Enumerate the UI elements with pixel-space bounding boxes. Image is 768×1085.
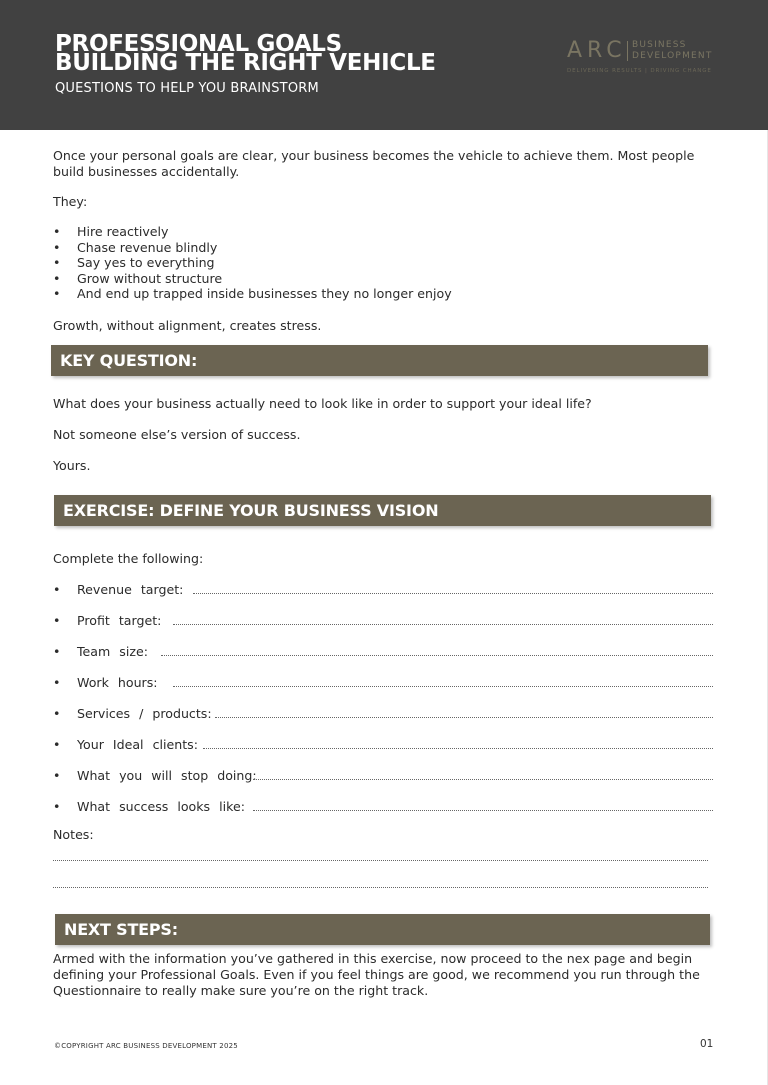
list-item-text: Say yes to everything (77, 255, 215, 271)
field-label: Revenue target: (77, 582, 186, 598)
list-item-text: Grow without structure (77, 270, 223, 286)
field-label: Work hours: (77, 675, 161, 691)
field-label: Profit target: (77, 613, 164, 629)
intro-paragraph: Once your personal goals are clear, your business becomes the vehicle to achieve them. Most people build businesses accidentally. (53, 148, 695, 179)
fill-in-line[interactable] (253, 779, 713, 780)
next-steps-heading-text: NEXT STEPS: (64, 920, 178, 939)
ideal-clients-field[interactable] (53, 737, 713, 757)
bullet-icon: • (53, 224, 61, 239)
copyright-footer: ©COPYRIGHT ARC BUSINESS DEVELOPMENT 2025 (54, 1042, 238, 1050)
bullet-icon: • (53, 613, 61, 628)
services-products-field[interactable] (53, 706, 713, 726)
bullet-icon: • (53, 675, 61, 690)
bullet-icon: • (53, 737, 61, 752)
page-title-line2: BUILDING THE RIGHT VEHICLE (55, 50, 436, 76)
fill-in-line[interactable] (173, 624, 713, 625)
bullet-icon: • (53, 286, 61, 302)
key-question-line2: Not someone else’s version of success. (53, 427, 301, 442)
page-subtitle: QUESTIONS TO HELP YOU BRAINSTORM (55, 81, 319, 96)
fill-in-line[interactable] (253, 810, 713, 811)
list-item-text: And end up trapped inside businesses they no longer enjoy (77, 286, 452, 302)
next-steps-text: Armed with the information you’ve gathered in this exercise, now proceed to the nex page and begin defining your Professional Goals. Even if you feel things are good, we recommend you run through the Questionnaire to really make sure you’re on the right track. (53, 951, 700, 998)
bullet-icon: • (53, 768, 61, 783)
bullet-icon: • (53, 799, 61, 814)
stop-doing-field[interactable] (53, 768, 713, 788)
field-label: Your Ideal clients: (77, 737, 201, 753)
exercise-heading (54, 495, 711, 526)
logo-wordmark (632, 40, 713, 62)
revenue-target-field[interactable] (53, 582, 713, 602)
fill-in-line[interactable] (203, 748, 713, 749)
company-logo (567, 38, 727, 78)
exercise-heading-text: EXERCISE: DEFINE YOUR BUSINESS VISION (63, 501, 439, 520)
bullet-icon: • (53, 255, 61, 271)
logo-mark: ARC (567, 38, 627, 63)
bullet-icon: • (53, 270, 61, 286)
logo-tagline: DELIVERING RESULTS | DRIVING CHANGE (567, 68, 712, 74)
fill-in-line[interactable] (215, 717, 713, 718)
bullet-icon: • (53, 706, 61, 721)
next-steps-heading (55, 914, 710, 945)
bullet-icon: • (53, 239, 61, 255)
page-title-line1: PROFESSIONAL GOALS (55, 31, 342, 57)
list-item-text: Hire reactively (77, 224, 169, 239)
notes-label: Notes: (53, 827, 94, 842)
key-question-text: What does your business actually need to look like in order to support your ideal life? (53, 396, 592, 411)
team-size-field[interactable] (53, 644, 713, 664)
logo-line2: DEVELOPMENT (632, 51, 713, 61)
intro-closing: Growth, without alignment, creates stress. (53, 318, 322, 333)
field-label: What success looks like: (77, 799, 248, 815)
field-label: Services / products: (77, 706, 215, 722)
bullet-icon: • (53, 644, 61, 659)
bullet-icon: • (53, 582, 61, 597)
key-question-heading-text: KEY QUESTION: (60, 351, 198, 370)
key-question-heading (51, 345, 708, 376)
page-header (0, 0, 768, 130)
work-hours-field[interactable] (53, 675, 713, 695)
fill-in-line[interactable] (173, 686, 713, 687)
notes-line[interactable] (53, 887, 708, 888)
exercise-instruction: Complete the following: (53, 551, 204, 566)
profit-target-field[interactable] (53, 613, 713, 633)
key-question-line3: Yours. (53, 458, 91, 473)
success-looks-like-field[interactable] (53, 799, 713, 819)
fill-in-line[interactable] (161, 655, 713, 656)
notes-line[interactable] (53, 860, 708, 861)
page-number: 01 (700, 1038, 714, 1050)
they-label: They: (53, 194, 88, 209)
field-label: Team size: (77, 644, 151, 660)
fill-in-line[interactable] (193, 593, 713, 594)
logo-line1: BUSINESS (632, 40, 687, 50)
field-label: What you will stop doing: (77, 768, 260, 784)
list-item-text: Chase revenue blindly (77, 239, 218, 255)
logo-divider (627, 41, 628, 61)
